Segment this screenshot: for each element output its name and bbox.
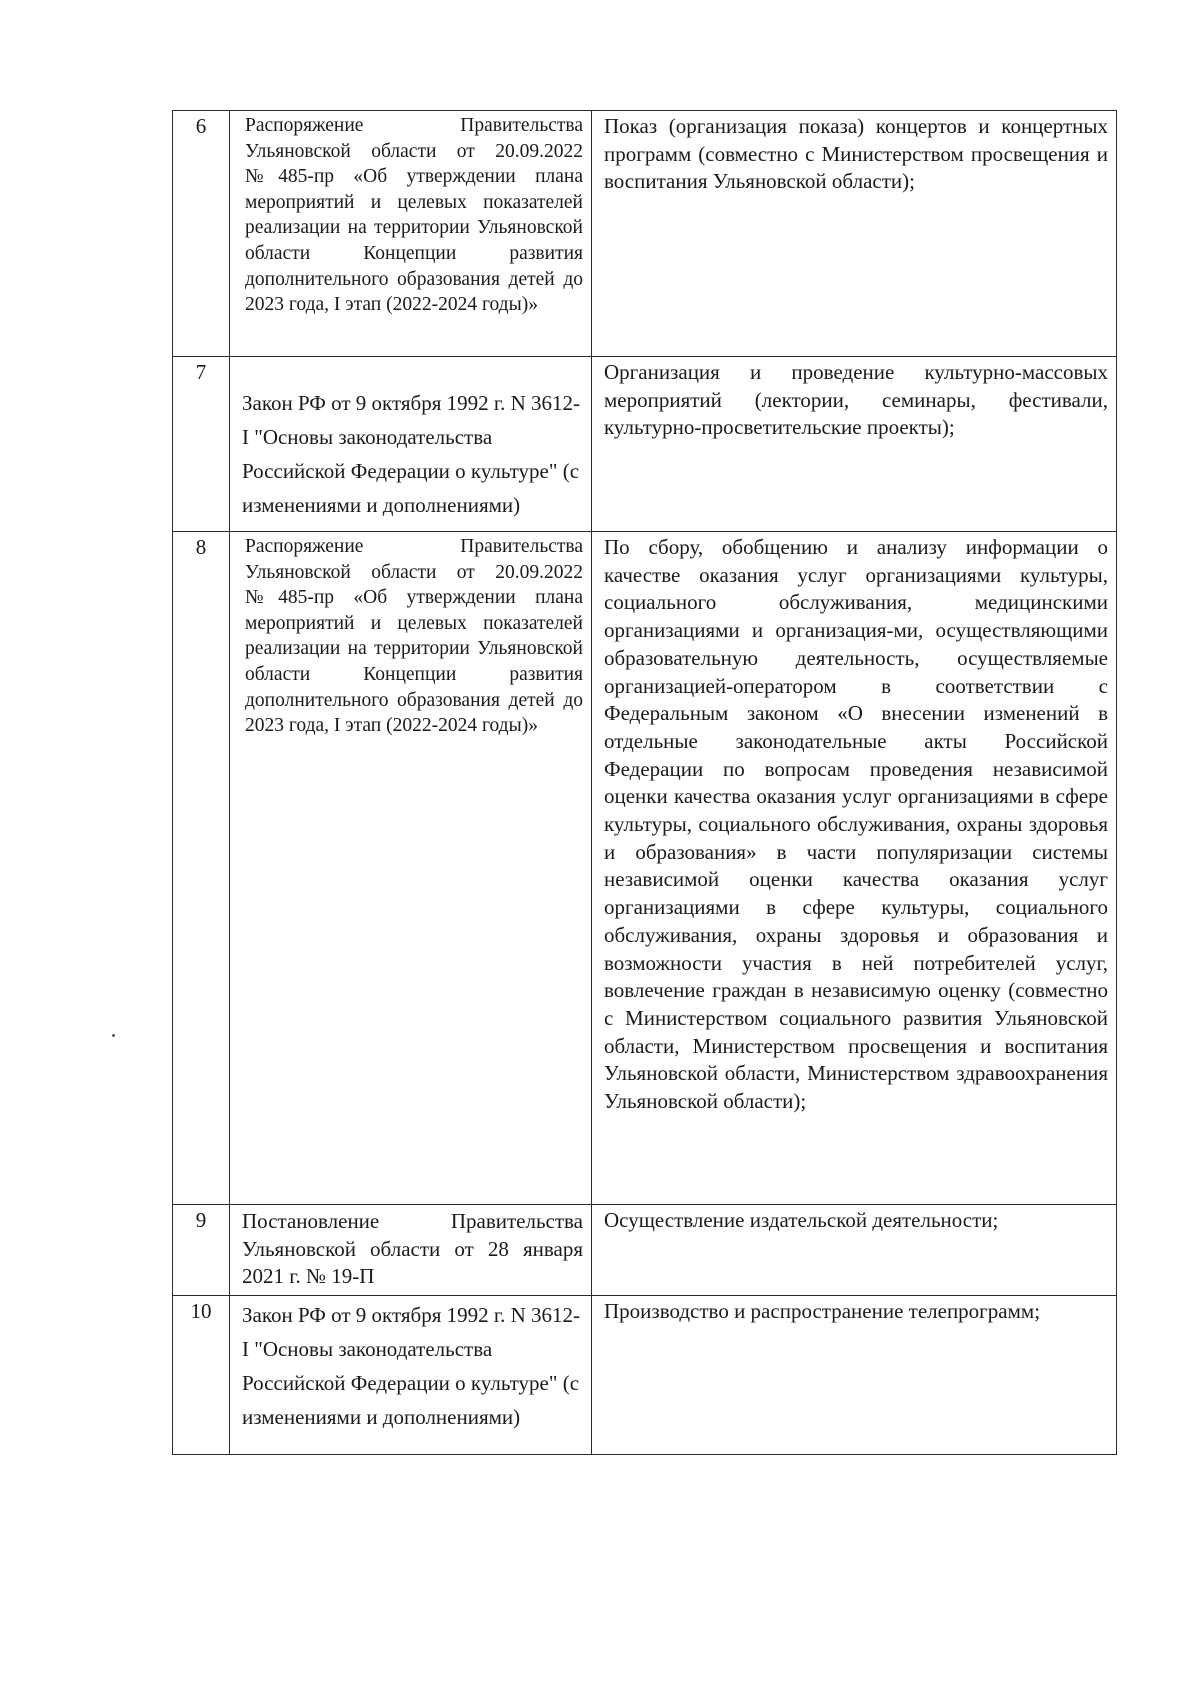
- legal-basis-cell: [230, 357, 592, 532]
- row-number-cell: [173, 1205, 230, 1296]
- legal-basis-text: Распоряжение Правительства Ульяновской области от 20.09.2022 №485-пр «Об утверждении плана мероприятий и целевых показателей реализации на территории Ульяновской области Концепции развития дополнительного образования детей до 2023 года, I этап (2022-2024 годы)»: [245, 536, 583, 737]
- activity-text: Показ (организация показа) концертов и концертных программ (совместно с Министерством просвещения и воспитания Ульяновской области);: [604, 114, 1108, 194]
- activity-text: По сбору, обобщению и анализу информации о качестве оказания услуг организациями культуры, социального обслуживания, медицинскими организациями и организация-ми, осуществляющими образовательную деятельность, осуществляемые организацией-оператором в соответствии с Федеральным законом «О внесении изменений в отдельные законодательные акты Российской Федерации по вопросам проведения независимой оценки качества оказания услуг организациями в сфере культуры, социального обслуживания, охраны здоровья и образования» в части популяризации системы независимой оценки качества оказания услуг организациями в сфере культуры, социального обслуживания, охраны здоровья и образования и возможности участия в ней потребителей услуг, вовлечение граждан в независимую оценку (совместно с Министерством социального развития Ульяновской области, Министерством просвещения и воспитания Ульяновской области, Министерством здравоохранения Ульяновской области);: [604, 535, 1108, 1114]
- row-number: 10: [190, 1298, 212, 1323]
- activity-cell: [592, 1205, 1117, 1296]
- legal-basis-cell: [230, 1295, 592, 1454]
- legal-basis-cell: [230, 111, 592, 357]
- legal-basis-text: Закон РФ от 9 октября 1992 г. N 3612-I "Основы законодательства Российской Федерации о культуре" (с изменениями и дополнениями): [242, 391, 581, 517]
- scan-speck: [112, 1034, 115, 1037]
- activity-cell: [592, 532, 1117, 1205]
- table-row: [173, 1205, 1117, 1296]
- row-number: 6: [195, 114, 207, 138]
- row-number-cell: [173, 1295, 230, 1454]
- row-number-cell: [173, 532, 230, 1205]
- activity-text: Осуществление издательской деятельности;: [604, 1208, 999, 1232]
- table-row: [173, 1295, 1117, 1454]
- legal-basis-text: Постановление Правительства Ульяновской области от 28 января 2021 г. № 19-П: [242, 1209, 583, 1288]
- activities-table: [172, 110, 1117, 1455]
- row-number-cell: [173, 357, 230, 532]
- row-number: 9: [195, 1208, 207, 1232]
- activity-cell: [592, 1295, 1117, 1454]
- row-number-cell: [173, 111, 230, 357]
- activity-cell: [592, 357, 1117, 532]
- table-row: [173, 532, 1117, 1205]
- activity-text: Организация и проведение культурно-массовых мероприятий (лектории, семинары, фестивали, культурно-просветительские проекты);: [604, 360, 1108, 440]
- table-row: [173, 357, 1117, 532]
- legal-basis-text: Закон РФ от 9 октября 1992 г. N 3612-I "Основы законодательства Российской Федерации о культуре" (с изменениями и дополнениями): [242, 1302, 581, 1429]
- activity-text: Производство и распространение телепрограмм;: [604, 1298, 1041, 1323]
- activity-cell: [592, 111, 1117, 357]
- legal-basis-text: Распоряжение Правительства Ульяновской области от 20.09.2022 №485-пр «Об утверждении плана мероприятий и целевых показателей реализации на территории Ульяновской области Концепции развития дополнительного образования детей до 2023 года, I этап (2022-2024 годы)»: [245, 115, 583, 316]
- legal-basis-cell: [230, 1205, 592, 1296]
- row-number: 7: [195, 360, 207, 384]
- legal-basis-cell: [230, 532, 592, 1205]
- table-row: [173, 111, 1117, 357]
- row-number: 8: [195, 535, 207, 559]
